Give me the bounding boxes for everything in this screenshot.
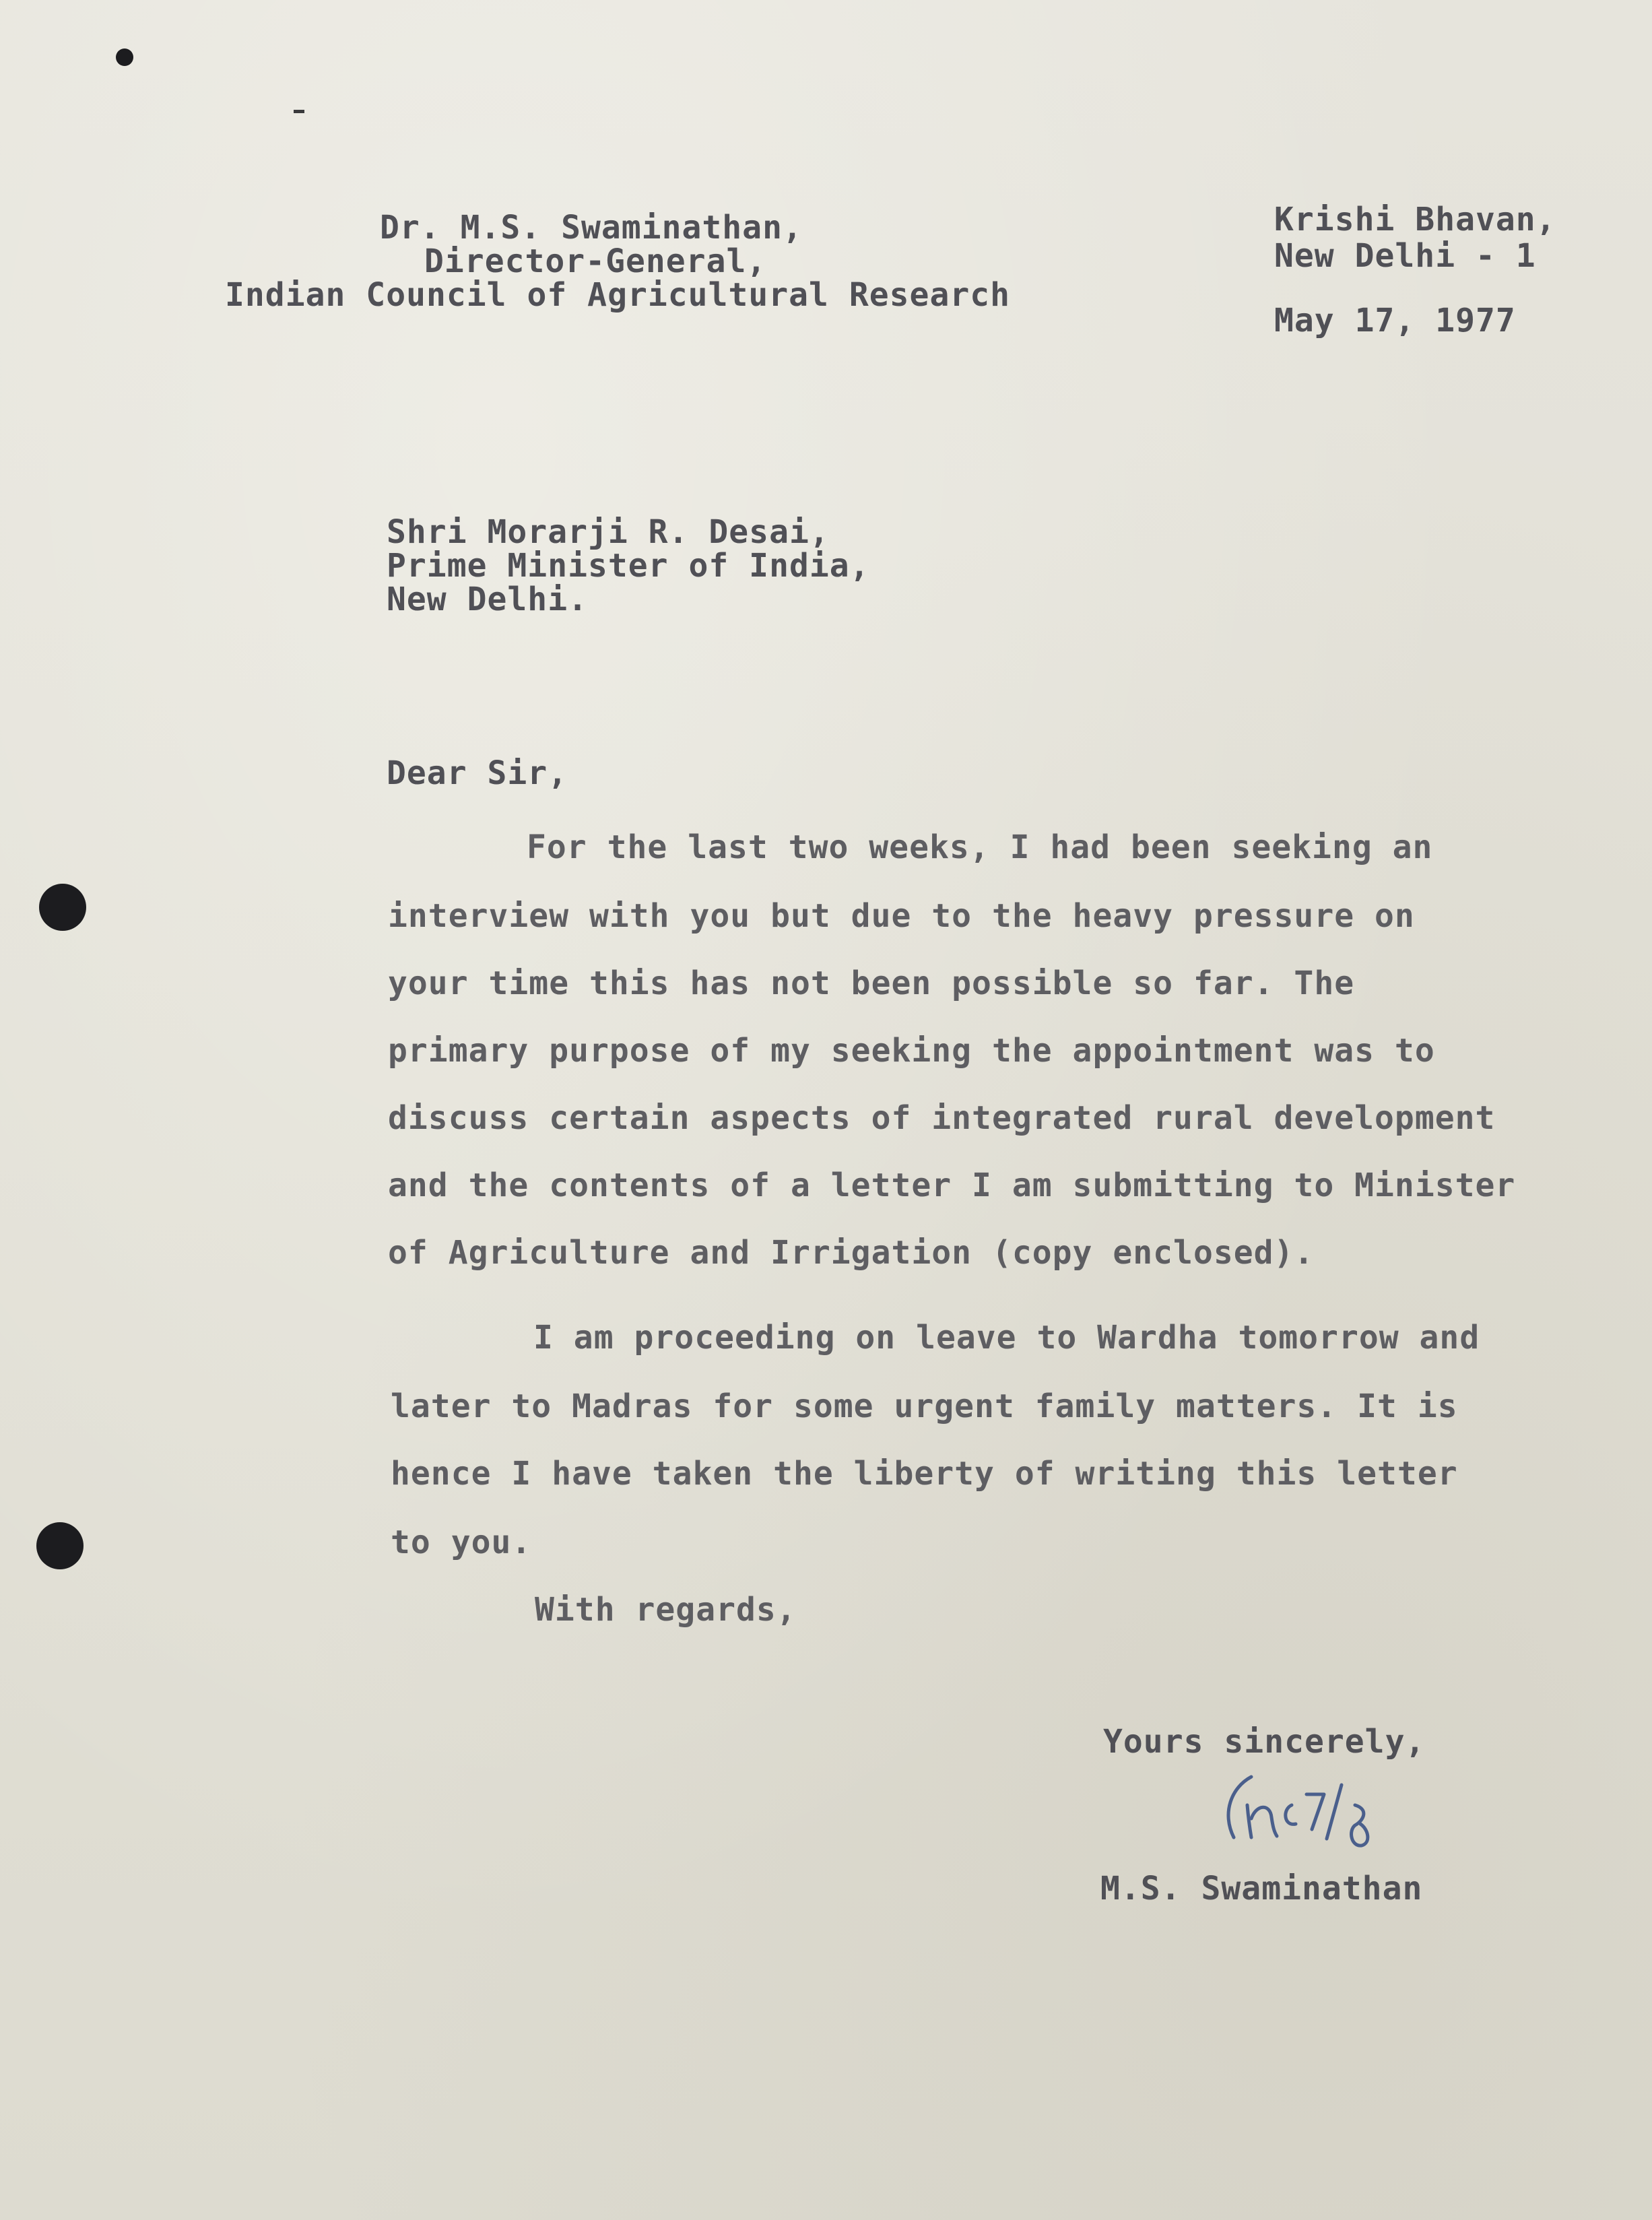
- regards: With regards,: [535, 1591, 797, 1629]
- sender-organization: Indian Council of Agricultural Research: [225, 276, 1011, 314]
- body-p2-line: later to Madras for some urgent family matters. It is: [391, 1388, 1458, 1425]
- recipient-name: Shri Morarji R. Desai,: [387, 513, 830, 551]
- body-p2-line: hence I have taken the liberty of writing this letter: [391, 1455, 1458, 1493]
- sender-name: Dr. M.S. Swaminathan,: [380, 209, 803, 247]
- body-p2-line: to you.: [391, 1524, 532, 1561]
- body-p1-line: interview with you but due to the heavy pressure on: [388, 897, 1415, 935]
- body-p1-line: of Agriculture and Irrigation (copy enclosed).: [388, 1234, 1315, 1272]
- body-p1-line: primary purpose of my seeking the appointment was to: [388, 1032, 1435, 1070]
- address-line2: New Delhi - 1: [1274, 237, 1536, 275]
- body-p1-line: your time this has not been possible so far. The: [388, 965, 1355, 1002]
- body-p1-line: discuss certain aspects of integrated rural development: [388, 1099, 1496, 1137]
- body-p2-line: I am proceeding on leave to Wardha tomorrow and: [533, 1319, 1480, 1357]
- body-p1-line: For the last two weeks, I had been seeking an: [527, 828, 1433, 866]
- sender-title: Director-General,: [424, 242, 767, 280]
- speck-mark: [294, 110, 304, 113]
- address-line1: Krishi Bhavan,: [1274, 201, 1556, 238]
- punch-hole-middle: [39, 884, 86, 931]
- handwritten-signature: [1212, 1765, 1414, 1866]
- signatory-name: M.S. Swaminathan: [1100, 1870, 1423, 1907]
- body-p1-line: and the contents of a letter I am submitting to Minister: [388, 1167, 1516, 1204]
- punch-hole-bottom: [36, 1522, 84, 1569]
- punch-hole-top: [116, 48, 133, 66]
- closing: Yours sincerely,: [1103, 1723, 1426, 1761]
- letter-date: May 17, 1977: [1274, 302, 1516, 339]
- recipient-title: Prime Minister of India,: [387, 547, 870, 585]
- recipient-city: New Delhi.: [387, 581, 588, 618]
- salutation: Dear Sir,: [387, 754, 568, 792]
